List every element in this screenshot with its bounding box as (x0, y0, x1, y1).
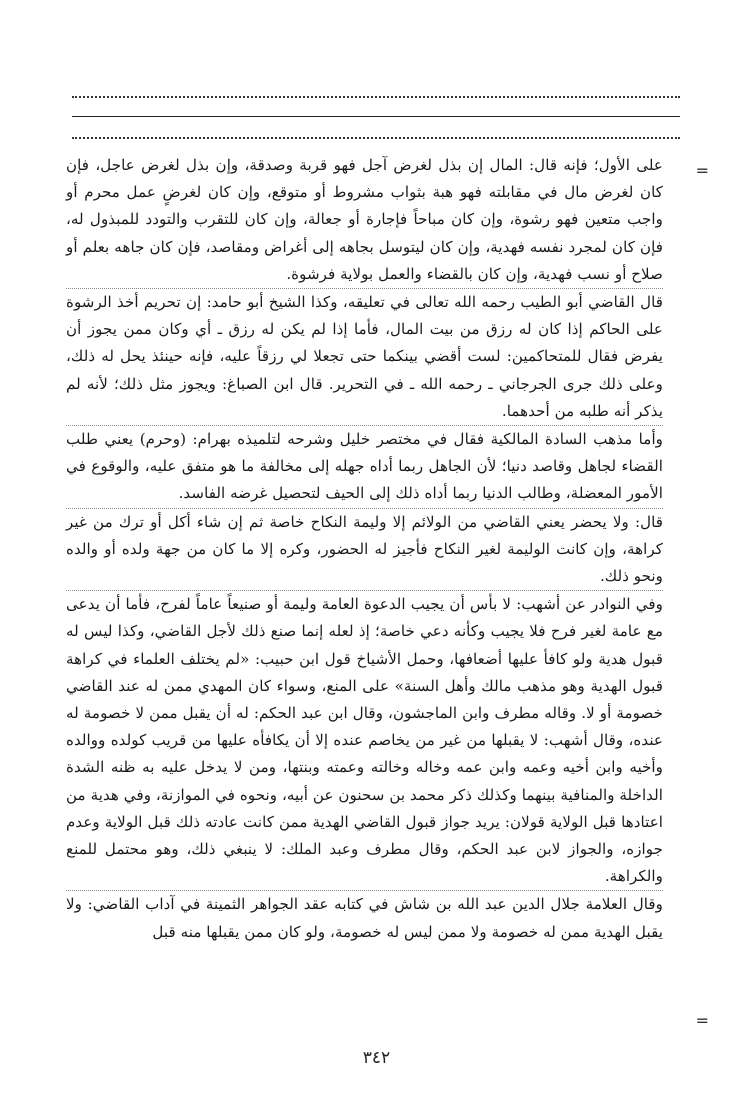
paragraph: وقال العلامة جلال الدين عبد الله بن شاش في كتابه عقد الجواهر الثمينة في آداب القاضي: ولا يقبل الهدية ممن له خصومة ولا ممن ليس له خصومة، ولو كان ممن يقبلها منه قبل (66, 890, 663, 945)
paragraph: على الأول؛ فإنه قال: المال إن بذل لغرض آجل فهو قربة وصدقة، وإن بذل لغرض عاجل، فإن كان لغرض مال في مقابلته فهو هبة بثواب مشروط أو متوقع، وإن كان لغرضٍ عمل محرم أو واجب متعين فهو رشوة، وإن كان مباحاً فإجارة أو جعالة، وإن كان للتقرب والتودد للمبذول له، فإن كان لمجرد نفسه فهدية، وإن كان ليتوسل بجاهه إلى أغراض ومقاصد، فإن كان جاهه بعلم أو صلاح أو نسب فهدية، وإن كان بالقضاء والعمل بولاية فرشوة. (66, 156, 663, 283)
header-rule (72, 116, 680, 117)
continuation-mark-top: = (695, 161, 709, 180)
header-dotted-line-top (72, 96, 680, 98)
paragraph: قال القاضي أبو الطيب رحمه الله تعالى في تعليقه، وكذا الشيخ أبو حامد: إن تحريم أخذ الرشوة على الحاكم إذا كان له رزق من بيت المال، فأما إذا لم يكن له رزق ـ أي وكان ممن يجوز أن يفرض فقال للمتحاكمين: لست أقضي بينكما حتى تجعلا لي رزقاً عليه، فإنه حينئذ يحل له ذلك، وعلى ذلك جرى الجرجاني ـ رحمه الله ـ في التحرير. قال ابن الصباغ: ويجوز مثل ذلك؛ لأنه لم يذكر أنه طلبه من أحدهما. (66, 288, 663, 425)
page-number: ٣٤٢ (362, 1048, 391, 1068)
paragraph: قال: ولا يحضر يعني القاضي من الولائم إلا وليمة النكاح خاصة ثم إن شاء أكل أو ترك من غير كراهة، وإن كانت الوليمة لغير النكاح فأجيز له الحضور، وكره إلا ما كان من جهة ولده أو والده ونحو ذلك. (66, 508, 663, 591)
paragraph: وأما مذهب السادة المالكية فقال في مختصر خليل وشرحه لتلميذه بهرام: (وحرم) يعني طلب القضاء لجاهل وقاصد دنيا؛ لأن الجاهل ربما أداه جهله إلى مخالفة ما هو متفق عليه، والوقوع في الأمور المعضلة، وطالب الدنيا ربما أداه ذلك إلى الحيف لتحصيل غرضه الفاسد. (66, 425, 663, 508)
body-text (66, 152, 663, 946)
header-dotted-line-bottom (72, 137, 680, 139)
continuation-mark-bottom: = (695, 1011, 709, 1030)
paragraph: وفي النوادر عن أشهب: لا بأس أن يجيب الدعوة العامة وليمة أو صنيعاً عاماً لفرح، فأما أن يدعى مع عامة لغير فرح فلا يجيب وكأنه دعي خاصة؛ إذ لعله إنما صنع ذلك لأجل القاضي، وكذا ليس له قبول هدية ولو كافأ عليها أضعافها، وحمل الأشياخ قول ابن حبيب: «لم يختلف العلماء في كراهة قبول الهدية وهو مذهب مالك وأهل السنة» على المنع، وسواء كان المهدي ممن له عند القاضي خصومة أو لا. وقاله مطرف وابن الماجشون، وقال ابن عبد الحكم: له أن يقبل ممن لا خصومة له عنده، وقال أشهب: لا يقبلها من غير من يخاصم عنده إلا أن يكافأه عليها من قريب كولده ووالده وأخيه وابن أخيه وعمه وابن عمه وخاله وخالته وعمته وبنتها، ومن لا يدخل عليه به ظنه الشدة الداخلة والمنافية بينهما وكذلك ذكر محمد بن سحنون عن أبيه، ونحوه في الموازنة، وفي هدية من اعتادها قبل الولاية قولان: يريد جواز قبول القاضي الهدية ممن كانت عادته ذلك قبل الولاية وعدم جوازه، والجواز لابن عبد الحكم، وقال مطرف وعبد الملك: لا ينبغي ذلك، وهو محتمل للمنع والكراهة. (66, 590, 663, 890)
